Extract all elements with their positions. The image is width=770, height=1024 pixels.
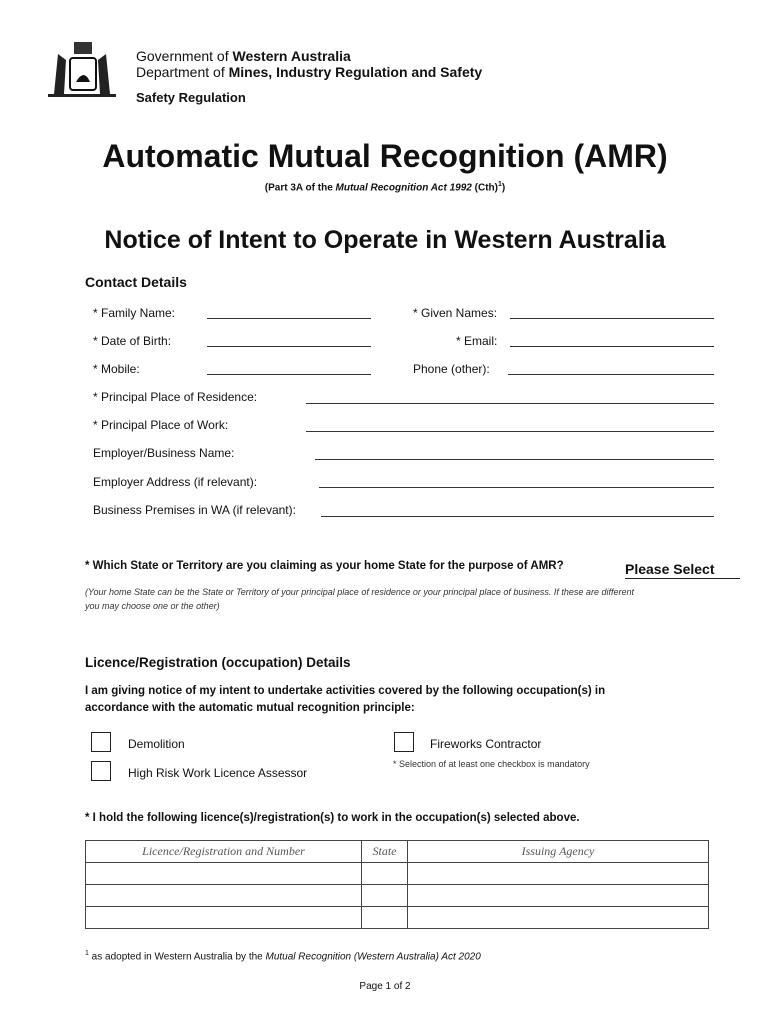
page-title: Automatic Mutual Recognition (AMR) bbox=[102, 138, 668, 174]
table-row bbox=[86, 885, 709, 907]
page-subtitle: (Part 3A of the Mutual Recognition Act 1992 (Cth)$^1$) bbox=[264, 181, 506, 194]
home-state-note-2: you may choose one or the other) bbox=[85, 601, 220, 611]
employer-label: Employer/Business Name: bbox=[93, 446, 235, 460]
hold-statement: * I hold the following licence(s)/registration(s) to work in the occupation(s) selected above. bbox=[85, 812, 580, 824]
contact-heading: Contact Details bbox=[85, 274, 187, 290]
licence-cell[interactable] bbox=[86, 907, 362, 929]
employer-address-field[interactable] bbox=[319, 473, 714, 488]
home-state-select[interactable]: Please Select bbox=[625, 561, 740, 579]
licence-cell[interactable] bbox=[86, 885, 362, 907]
dob-field[interactable] bbox=[207, 332, 371, 347]
licence-intro-2: accordance with the automatic mutual recognition principle: bbox=[85, 702, 415, 714]
fireworks-label: Fireworks Contractor bbox=[430, 737, 542, 751]
state-cell[interactable] bbox=[362, 885, 408, 907]
given-names-field[interactable] bbox=[510, 304, 714, 319]
phone-other-label: Phone (other): bbox=[413, 362, 490, 376]
licence-cell[interactable] bbox=[86, 863, 362, 885]
government-line: Government of Western Australia bbox=[136, 48, 351, 64]
home-state-note: (Your home State can be the State or Territory of your principal place of residence or your principal place of business. If these are different bbox=[85, 587, 634, 597]
division: Safety Regulation bbox=[136, 90, 246, 105]
email-label: * Email: bbox=[456, 334, 498, 348]
licence-heading: Licence/Registration (occupation) Details bbox=[85, 655, 351, 670]
premises-field[interactable] bbox=[321, 502, 714, 517]
footnote: $^1$ as adopted in Western Australia by the Mutual Recognition (Western Australia) Act 2020 bbox=[85, 950, 481, 963]
email-field[interactable] bbox=[510, 332, 714, 347]
agency-cell[interactable] bbox=[408, 885, 709, 907]
work-label: * Principal Place of Work: bbox=[93, 418, 229, 432]
residence-label: * Principal Place of Residence: bbox=[93, 390, 258, 404]
state-cell[interactable] bbox=[362, 907, 408, 929]
work-field[interactable] bbox=[306, 417, 714, 432]
premises-label: Business Premises in WA (if relevant): bbox=[93, 503, 296, 517]
col-state-header: State bbox=[362, 841, 408, 863]
department-line: Department of Mines, Industry Regulation and Safety bbox=[136, 64, 483, 80]
demolition-label: Demolition bbox=[128, 737, 185, 751]
residence-field[interactable] bbox=[306, 389, 714, 404]
page-number: Page 1 of 2 bbox=[359, 981, 411, 992]
mobile-field[interactable] bbox=[207, 360, 371, 375]
fireworks-checkbox[interactable] bbox=[394, 732, 414, 752]
employer-field[interactable] bbox=[315, 445, 714, 460]
mobile-label: * Mobile: bbox=[93, 362, 140, 376]
home-state-question: * Which State or Territory are you claiming as your home State for the purpose of AMR? bbox=[85, 560, 564, 572]
col-agency-header: Issuing Agency bbox=[408, 841, 709, 863]
agency-cell[interactable] bbox=[408, 907, 709, 929]
phone-other-field[interactable] bbox=[508, 360, 714, 375]
licence-table bbox=[85, 840, 709, 929]
employer-address-label: Employer Address (if relevant): bbox=[93, 475, 258, 489]
wa-coat-of-arms-logo bbox=[46, 38, 118, 102]
agency-cell[interactable] bbox=[408, 863, 709, 885]
hrwl-assessor-checkbox[interactable] bbox=[91, 761, 111, 781]
table-row bbox=[86, 907, 709, 929]
hrwl-assessor-label: High Risk Work Licence Assessor bbox=[128, 766, 308, 780]
family-name-field[interactable] bbox=[207, 304, 371, 319]
family-name-label: * Family Name: bbox=[93, 306, 176, 320]
table-row bbox=[86, 863, 709, 885]
given-names-label: * Given Names: bbox=[413, 306, 498, 320]
dob-label: * Date of Birth: bbox=[93, 334, 172, 348]
notice-title: Notice of Intent to Operate in Western Australia bbox=[104, 226, 666, 254]
demolition-checkbox[interactable] bbox=[91, 732, 111, 752]
state-cell[interactable] bbox=[362, 863, 408, 885]
mandatory-note: * Selection of at least one checkbox is mandatory bbox=[393, 759, 590, 769]
table-header-row bbox=[86, 841, 709, 863]
col-licence-header: Licence/Registration and Number bbox=[86, 841, 362, 863]
licence-intro: I am giving notice of my intent to undertake activities covered by the following occupation(s) in bbox=[85, 685, 606, 697]
